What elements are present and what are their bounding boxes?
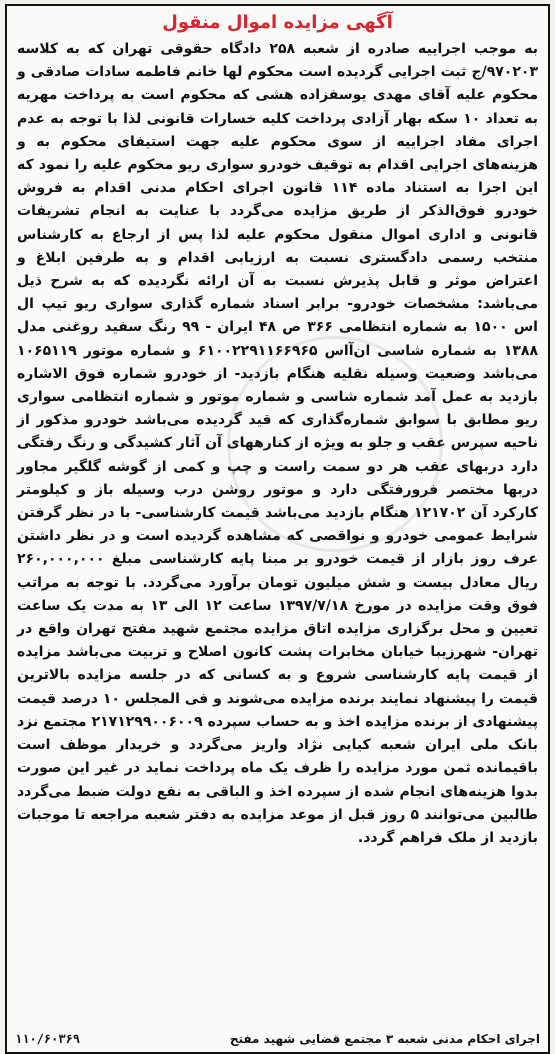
notice-body-text: به موجب اجراییه صادره از شعبه ۲۵۸ دادگاه حقوقی تهران که به کلاسه ۹۷۰۲۰۳/ج ثبت اجرایی گردیده است محکوم لها خانم فاطمه سادات صادقی و محکوم علیه آقای مهدی یوسفزاده هشی که محکوم است به پرداخت مهریه به تعداد ۱۰ سکه بهار آزادی پرداخت کلیه خسارات قانونی لذا با توجه به عدم اجرای مفاد اجراییه از سوی محکوم علیه جهت استیفای محکوم به و هزینه‌های اجرایی اقدام به توقیف خودرو سواری ریو محکوم علیه را نمود که این اجرا به استناد ماده ۱۱۴ قانون اجرای احکام مدنی اقدام به فروش خودرو فوق‌الذکر از طریق مزایده می‌گردد با عنایت به انجام تشریفات قانونی و اداری اموال منقول محکوم علیه لذا پس از ارجاع به کارشناس منتخب رسمی دادگستری نسبت به ارزیابی اقدام و به طرفین ابلاغ و اعتراض موثر و قابل پذیرش نسبت به آن ارائه نگردیده که به شرح ذیل می‌باشد: مشخصات خودرو- برابر اسناد شماره گذاری سواری ریو تیپ ال اس ۱۵۰۰ به شماره انتظامی ۳۶۶ ص ۴۸ ایران - ۹۹ رنگ سفید روغنی مدل ۱۳۸۸ به شماره شاسی ان‌آاس ۶۱۰۰۲۲۹۱۱۶۶۹۶۵ و شماره موتور ۱۰۶۵۱۱۹ می‌باشد وضعیت وسیله نقلیه هنگام بازدید- از خودرو شماره فوق الاشاره بازدید به عمل آمد شماره شاسی و شماره موتور و شماره انتظامی سواری ریو مطابق با سوابق شماره‌گذاری که قید گردیده می‌باشد خودرو مذکور از ناحیه سپرس عقب و جلو به ویژه از کنارههای آن آثار کشیدگی و رنگ رفتگی دارد دربهای عقب هر دو سمت راست و چپ و کمی از گوشه گلگیر مجاور دربها مختصر فرورفتگی دارد و موتور روشن درب وسیله باز و کیلومتر کارکرد آن ۱۲۱۷۰۲ هنگام بازدید می‌باشد قیمت کارشناسی- با در نظر گرفتن شرایط عمومی خودرو و نواقصی که مشاهده گردیده است و در نظر داشتن عرف روز بازار از قیمت خودرو بر مبنا پایه کارشناسی مبلغ ۲۶۰,۰۰۰,۰۰۰ ریال معادل بیست و شش میلیون تومان برآورد می‌گردد. با توجه به مراتب فوق وقت مزایده در مورخ ۱۳۹۷/۷/۱۸ ساعت ۱۲ الی ۱۳ به مدت یک ساعت تعیین و محل برگزاری مزایده اتاق مزایده مجتمع شهید مفتح تهران واقع در تهران- شهرزیبا خیابان مخابرات پشت کانون اصلاح و تربیت می‌باشد مزایده از قیمت پایه کارشناسی شروع و به کسانی که در جلسه مزایده بالاترین قیمت را پیشنهاد نمایند برنده مزایده می‌شوند و فی المجلس ۱۰ درصد قیمت پیشنهادی از برنده مزایده اخذ و به حساب سپرده ۲۱۷۱۲۹۹۰۰۶۰۰۹ مجتمع نزد بانک ملی ایران شعبه کیایی نژاد واریز می‌گردد و خریدار موظف است باقیمانده ثمن مورد مزایده را ظرف یک ماه پرداخت نماید در غیر این صورت بدوا هزینه‌های انجام شده از سپرده اخذ و الباقی به نفع دولت ضبط می‌گردد طالبین می‌توانند ۵ روز قبل از موعد مزایده به دفتر شعبه مراجعه تا موجبات بازدید از ملک فراهم گردد.: [17, 41, 539, 846]
notice-body: [17, 38, 538, 850]
notice-footer: [15, 1032, 540, 1046]
notice-issuer: اجرای احکام مدنی شعبه ۳ مجتمع قضایی شهید مفتح: [229, 1032, 540, 1046]
notice-code: ۱۱۰/۶۰۳۶۹: [15, 1032, 81, 1046]
notice-title: آگهی مزایده اموال منقول: [162, 12, 393, 33]
notice-frame: [5, 4, 550, 1054]
